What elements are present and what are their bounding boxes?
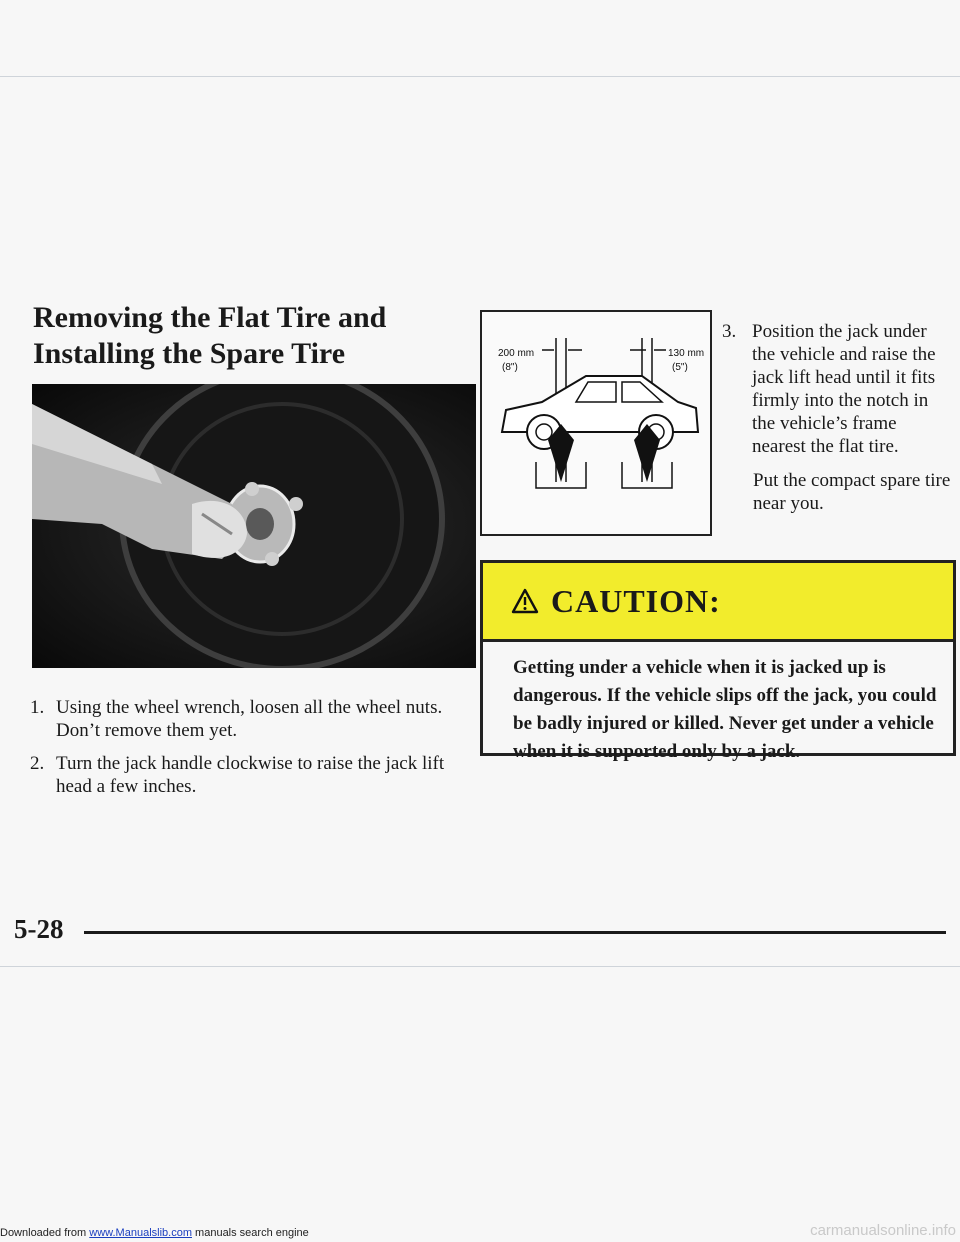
warning-triangle-icon (511, 588, 539, 614)
caution-text: Getting under a vehicle when it is jacked up is dangerous. If the vehicle slips off the jack, you could be badly injured or killed. Never get under a vehicle when it is supported only by a jack. (513, 657, 937, 762)
step-3 (722, 320, 954, 515)
step-note: Put the compact spare tire near you. (753, 470, 951, 514)
front-distance-in: (8") (502, 362, 518, 373)
step-text: Turn the jack handle clockwise to raise the jack lift head a few inches. (56, 753, 445, 797)
top-divider (0, 76, 960, 77)
front-distance-mm: 200 mm (498, 348, 535, 359)
download-suffix: manuals search engine (195, 1227, 309, 1239)
rear-distance-mm: 130 mm (668, 348, 705, 359)
bottom-divider (0, 966, 960, 967)
watermark: carmanualsonline.info (810, 1222, 956, 1239)
section-heading: Removing the Flat Tire and Installing the Spare Tire (33, 301, 387, 370)
caution-title: CAUTION: (551, 582, 721, 619)
download-notice (0, 1226, 309, 1240)
step-1 (30, 696, 470, 742)
jack-position-diagram (480, 310, 712, 536)
step-text: Using the wheel wrench, loosen all the wheel nuts. Don’t remove them yet. (56, 697, 443, 741)
manualslib-link[interactable]: www.Manualslib.com (89, 1227, 192, 1239)
step-2 (30, 752, 470, 798)
caution-box (480, 560, 956, 762)
page-number: 5-28 (14, 914, 64, 944)
caution-header (483, 563, 953, 642)
step-text: Position the jack under the vehicle and raise the jack lift head until it fits firmly into the notch in the vehicle’s frame nearest the flat tire. (752, 321, 936, 457)
step-number: 3. (722, 321, 737, 342)
steps-1-2 (30, 696, 470, 808)
rear-distance-in: (5") (672, 362, 688, 373)
step-number: 2. (30, 753, 45, 774)
step-number: 1. (30, 697, 45, 718)
footer-rule (84, 931, 946, 934)
wheel-nut-photo (32, 384, 476, 668)
download-prefix: Downloaded from (0, 1227, 87, 1239)
